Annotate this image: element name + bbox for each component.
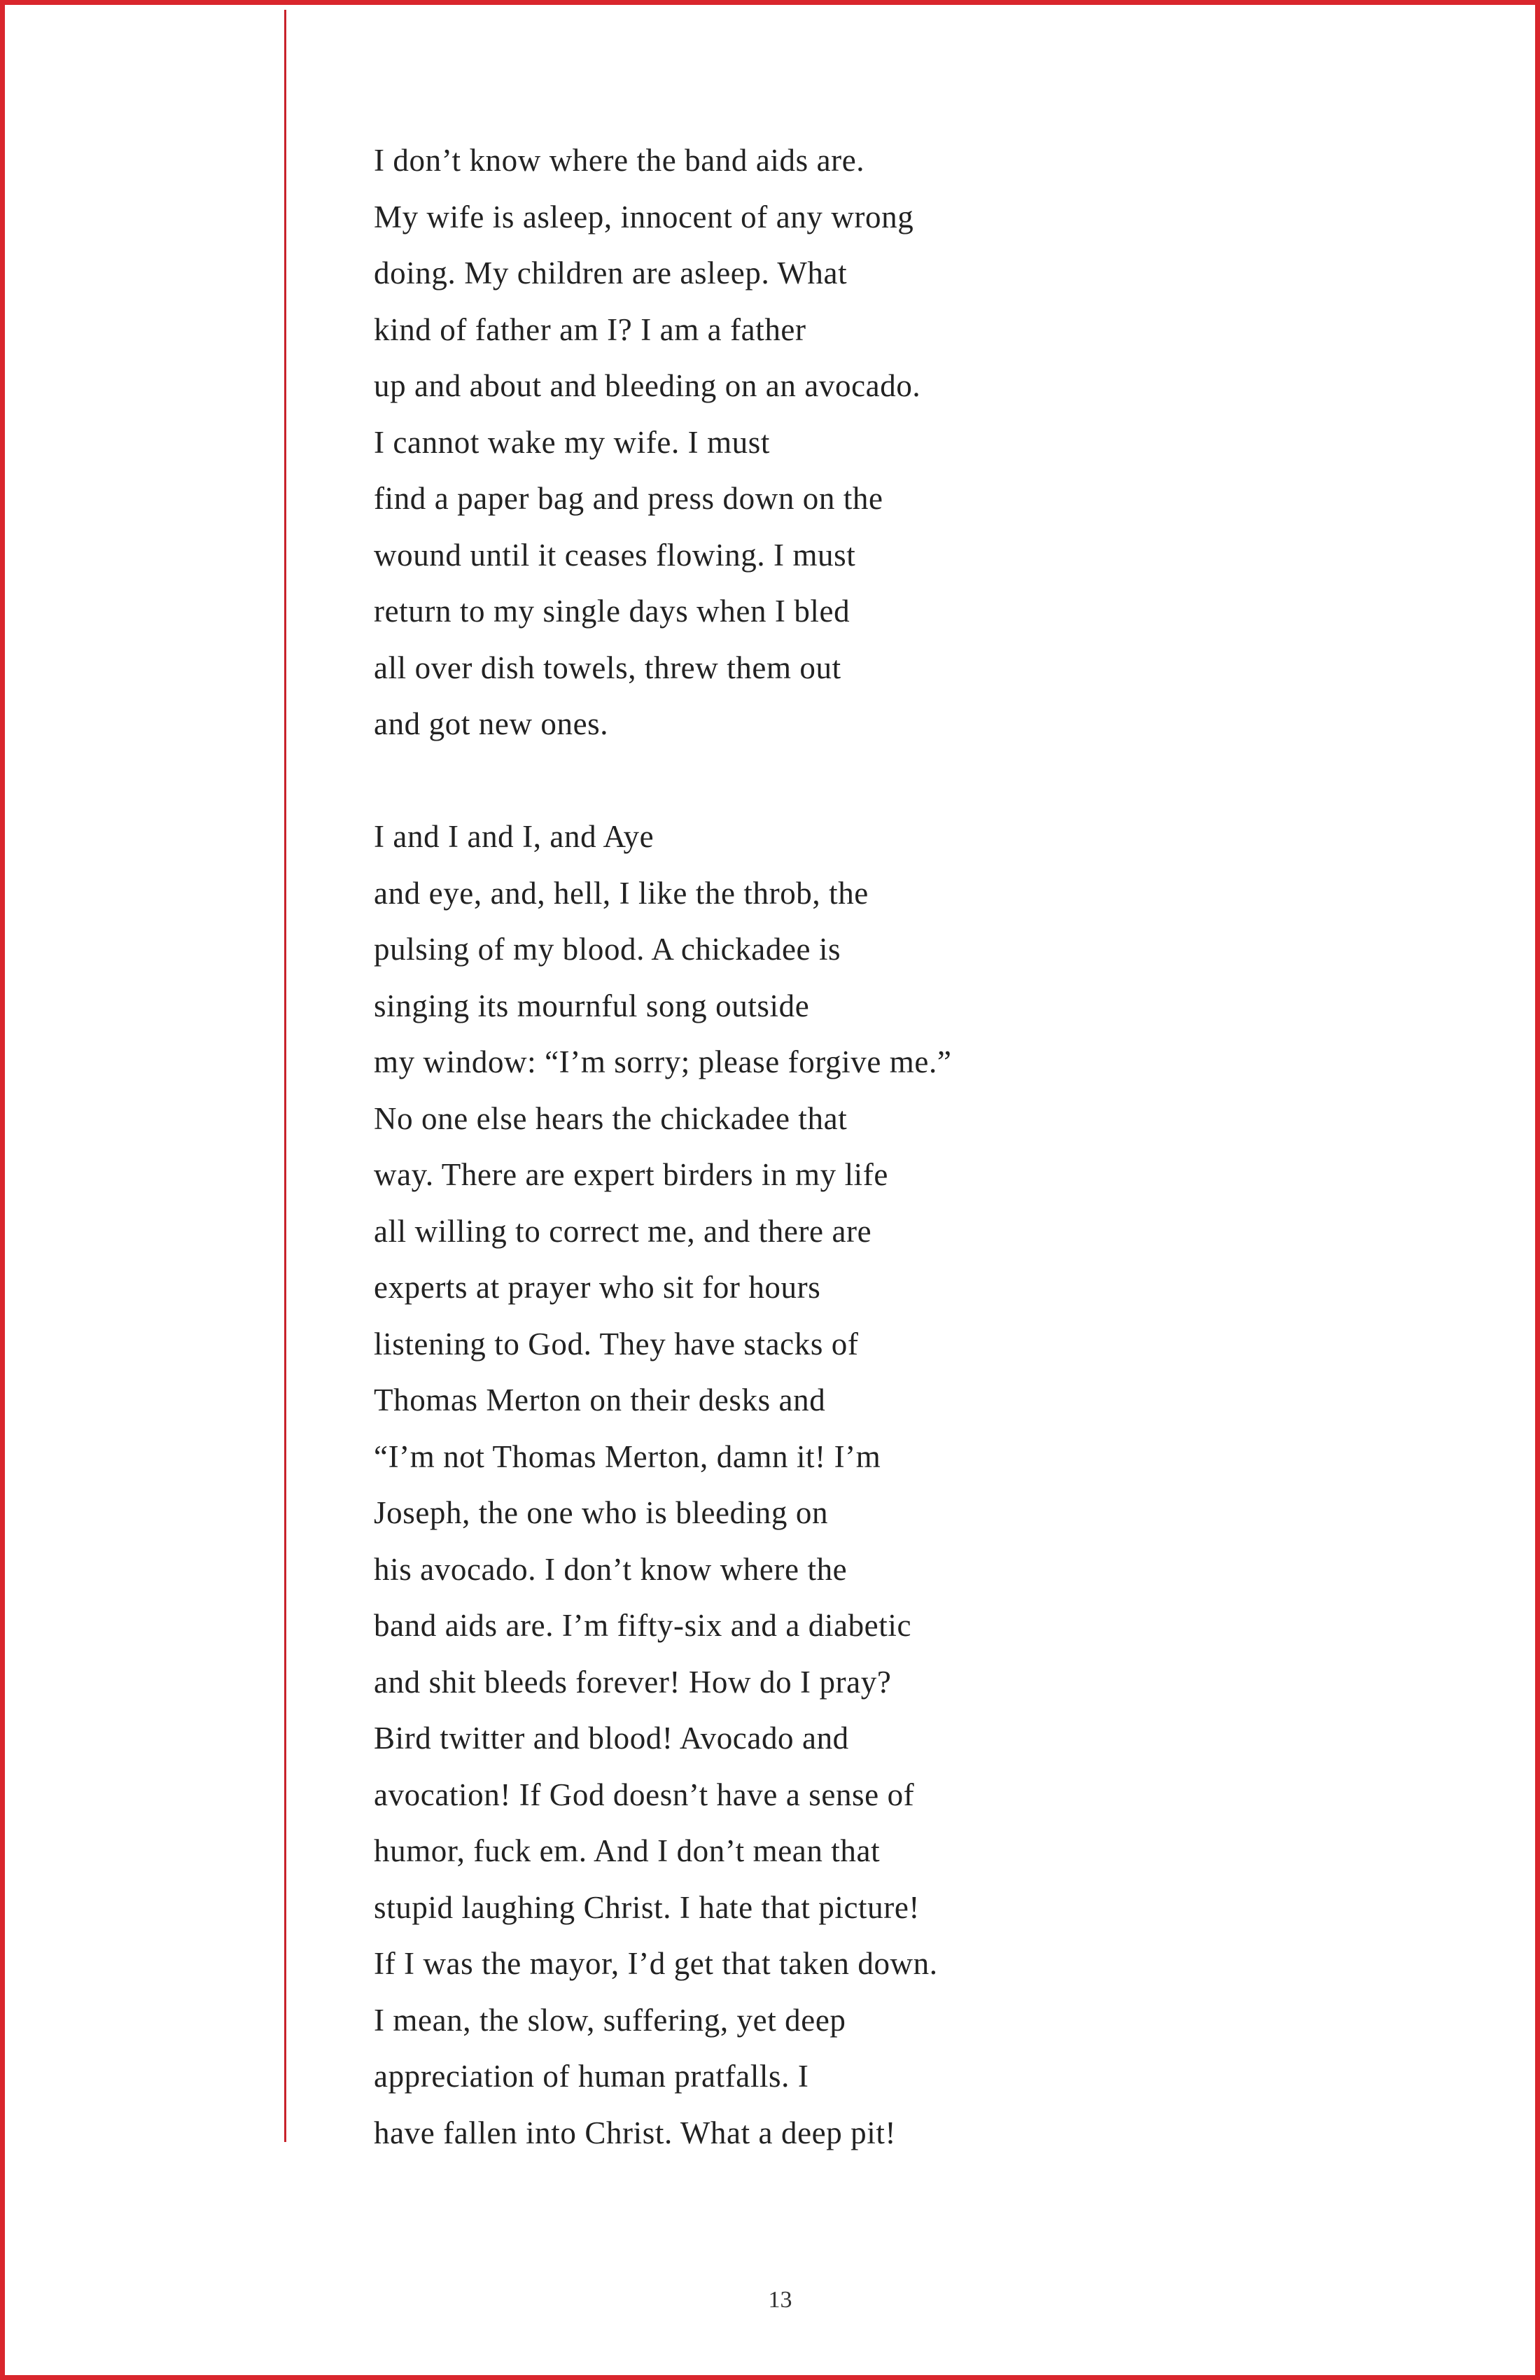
poem-line: doing. My children are asleep. What <box>374 255 848 290</box>
poem-line: stupid laughing Christ. I hate that picture! <box>374 1889 920 1925</box>
poem-line: My wife is asleep, innocent of any wrong <box>374 199 914 234</box>
poem-line: Bird twitter and blood! Avocado and <box>374 1721 849 1756</box>
poem-line: If I was the mayor, I’d get that taken down. <box>374 1946 938 1981</box>
poem-line: pulsing of my blood. A chickadee is <box>374 932 841 967</box>
poem-line: No one else hears the chickadee that <box>374 1100 848 1136</box>
poem-line: “I’m not Thomas Merton, damn it! I’m <box>374 1438 881 1474</box>
poem-line: up and about and bleeding on an avocado. <box>374 368 921 403</box>
poem-line: kind of father am I? I am a father <box>374 312 806 347</box>
poem-line: Thomas Merton on their desks and <box>374 1382 826 1418</box>
margin-rule <box>284 10 286 2142</box>
poem-line: my window: “I’m sorry; please forgive me.” <box>374 1044 952 1079</box>
poem-line: and got new ones. <box>374 706 609 741</box>
poem-line: experts at prayer who sit for hours <box>374 1270 821 1305</box>
page-number: 13 <box>768 2287 792 2313</box>
poem-line: I mean, the slow, suffering, yet deep <box>374 2002 846 2038</box>
poem-line: I and I and I, and Aye <box>374 819 654 854</box>
poem-line: I don’t know where the band aids are. <box>374 143 865 178</box>
poem-line: band aids are. I’m fifty-six and a diabetic <box>374 1608 912 1643</box>
poem-line: and eye, and, hell, I like the throb, the <box>374 875 869 911</box>
poem-line: humor, fuck em. And I don’t mean that <box>374 1833 881 1868</box>
poem-line: singing its mournful song outside <box>374 988 810 1023</box>
poem-line: all over dish towels, threw them out <box>374 650 841 685</box>
poem-line: return to my single days when I bled <box>374 594 850 629</box>
stanza-2 <box>374 808 1424 2161</box>
poem-line: find a paper bag and press down on the <box>374 481 883 516</box>
poem-line: wound until it ceases flowing. I must <box>374 537 856 573</box>
poem-line: have fallen into Christ. What a deep pit! <box>374 2115 897 2150</box>
poem-line: appreciation of human pratfalls. I <box>374 2059 809 2094</box>
poem-line: avocation! If God doesn’t have a sense of <box>374 1777 915 1812</box>
poem-line: way. There are expert birders in my life <box>374 1157 888 1192</box>
poem-line: I cannot wake my wife. I must <box>374 424 770 460</box>
poem-line: Joseph, the one who is bleeding on <box>374 1495 829 1530</box>
stanza-1 <box>374 132 1424 752</box>
poem-line: listening to God. They have stacks of <box>374 1326 859 1362</box>
stanza-break <box>374 752 1424 809</box>
poem-line: all willing to correct me, and there are <box>374 1213 872 1249</box>
poem-line: his avocado. I don’t know where the <box>374 1551 848 1587</box>
poem-line: and shit bleeds forever! How do I pray? <box>374 1664 892 1700</box>
poem-body <box>374 132 1424 2161</box>
